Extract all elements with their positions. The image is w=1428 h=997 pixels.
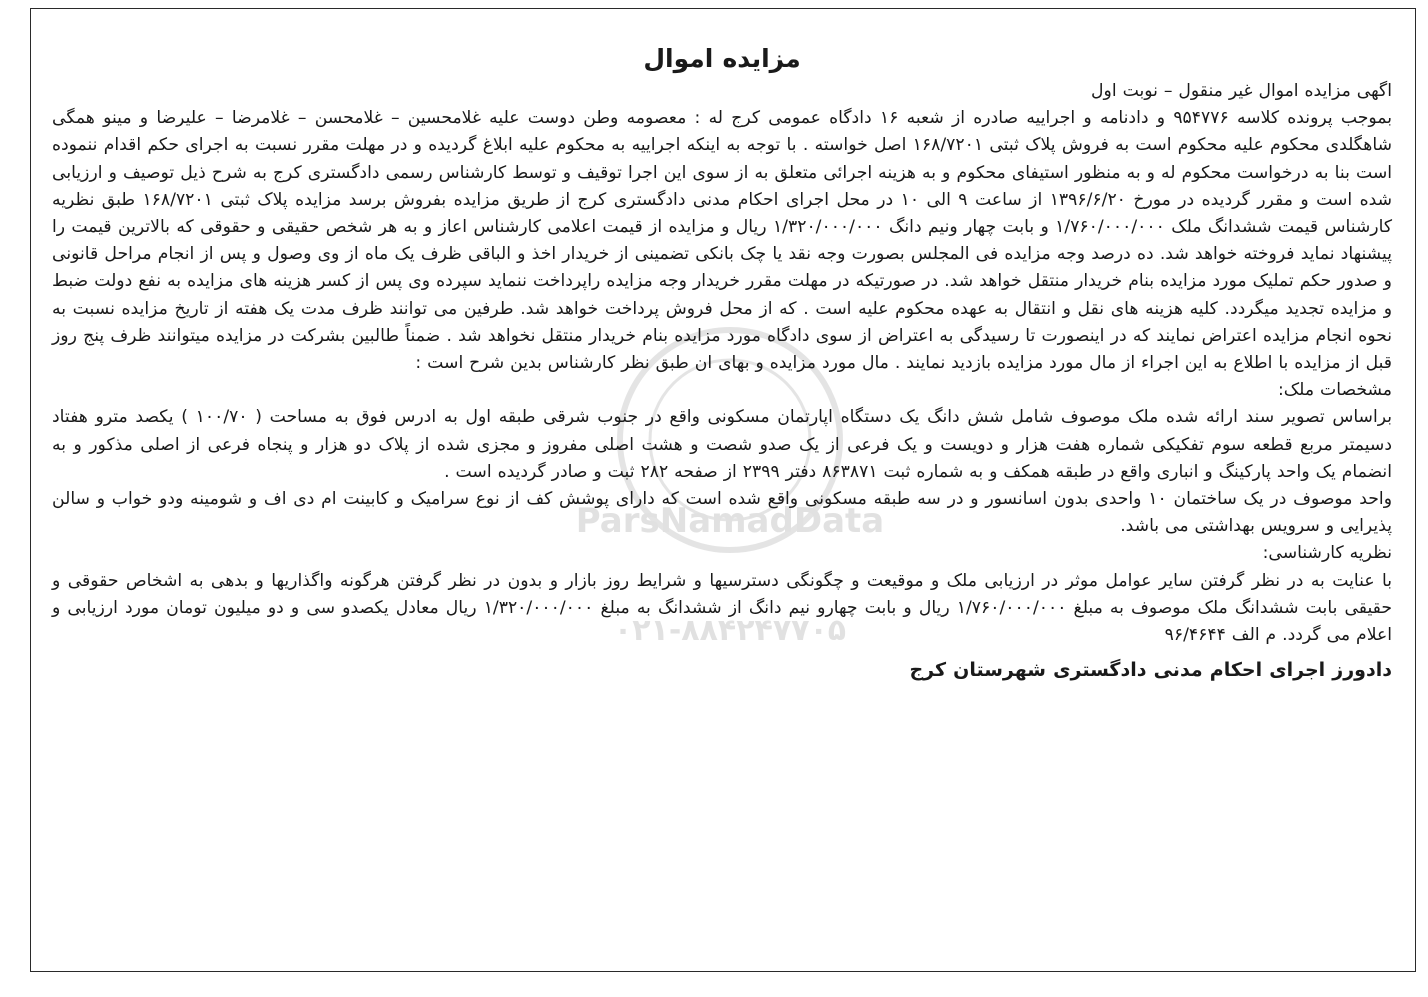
property-heading: مشخصات ملک: <box>1278 380 1392 401</box>
notice-subtitle: اگهی مزایده اموال غیر منقول – نوبت اول <box>1091 81 1392 101</box>
watermark-brand: ParsNamadData <box>575 501 885 541</box>
notice-content <box>52 42 1392 687</box>
watermark-phone: ۰۲۱-۸۸۴۲۴۷۷۰۵ <box>613 613 847 648</box>
property-description: براساس تصویر سند ارائه شده ملک موصوف شامل شش دانگ یک دستگاه اپارتمان مسکونی واقع در جنوب شرقی طبقه اول به ادرس فوق به مساحت ( ۱۰۰/۷۰ ) یکصد مترو هفتاد دسیمتر مربع قطعه سوم تفکیکی شماره هفت هزار و دویست و یک فرعی از یک صدو شصت و هشت اصلی مفروز و مجزی شده از پلاک دو هزار و پنجاه فرعی از اصلی مذکور و به انضمام یک واحد پارکینگ و انباری واقع در طبقه همکف و به شماره ثبت ۸۶۳۸۷۱ دفتر ۲۳۹۹ از صفحه ۲۸۲ ثبت و صادر گردیده است . <box>52 407 1392 482</box>
expert-opinion: با عنایت به در نظر گرفتن سایر عوامل موثر در ارزیابی ملک و موقیعت و چگونگی دسترسیها و شرایط روز بازار و بدون در نظر گرفتن هرگونه واگذاریها و بدهی به اشخاص حقوقی و حقیقی بابت ششدانگ ملک موصوف به مبلغ ۱/۷۶۰/۰۰۰/۰۰۰ ریال و بابت چهارو نیم دانگ از ششدانگ به مبلغ ۱/۳۲۰/۰۰۰/۰۰۰ ریال معادل یکصدو سی و دو میلیون تومان مورد ارزیابی و اعلام می گردد. م الف ۹۶/۴۶۴۴ <box>52 570 1392 646</box>
notice-body: بموجب پرونده کلاسه ۹۵۴۷۷۶ و دادنامه و اجراییه صادره از شعبه ۱۶ دادگاه عمومی کرج له : معصومه وطن دوست علیه غلامحسین – غلامحسن – غلامرضا – علیرضا و مینو همگی شاهگلدی محکوم علیه محکوم است به فروش پلاک ثبتی ۱۶۸/۷۲۰۱ اصل خواسته . با توجه به اینکه اجراییه به محکوم علیه ابلاغ گردیده و در مهلت مقرر نسبت به اجرای حکم اقدام ننموده است بنا به درخواست محکوم له و به منظور استیفای محکوم و به هزینه اجرائی متعلق به از سوی این اجرا توقیف و توسط کارشناس رسمی دادگستری کرج به شرح ذیل توصیف و ارزیابی شده است و مقرر گردیده در مورخ ۱۳۹۶/۶/۲۰ از ساعت ۹ الی ۱۰ در محل اجرای احکام مدنی دادگستری کرج از طریق مزایده بفروش برسد مزایده پلاک ثبتی ۱۶۸/۷۲۰۱ طبق نظریه کارشناس قیمت ششدانگ ملک ۱/۷۶۰/۰۰۰/۰۰۰ و بابت چهار ونیم دانگ ۱/۳۲۰/۰۰۰/۰۰۰ ریال و مزایده از قیمت اعلامی کارشناس اعاز و به هر شخص حقیقی و حقوقی که بالاترین قیمت را پیشنهاد نماید فروخته خواهد شد. ده درصد وجه مزایده فی المجلس بصورت وجه نقد یا چک بانکی تضمینی از خریدار اخذ و الباقی ظرف یک ماه از وی وصول و پس از انجام مراحل قانونی و صدور حکم تملیک مورد مزایده بنام خریدار منتقل خواهد شد. در صورتیکه در مهلت مقرر خریدار وجه مزایده راپرداخت ننماید سپرده وی پس از کسر هزینه های مزایده به نفع دولت ضبط و مزایده تجدید میگردد. کلیه هزینه های نقل و انتقال به عهده محکوم علیه است . که از محل فروش پرداخت خواهد شد. طرفین می توانند ظرف مدت یک هفته از تاریخ مزایده نسبت به نحوه انجام مزایده اعتراض نمایند که در اینصورت تا رسیدگی به اعتراض از سوی دادگاه مورد مزایده بنام خریدار منتقل نخواهد شد . ضمناً طالبین بشرکت در مزایده میتوانند ظرف پنج روز قبل از مزایده با اطلاع به این اجراء از مال مورد مزایده بازدید نمایند . مال مورد مزایده و بهای ان طبق نظر کارشناس بدین شرح است : <box>52 108 1393 374</box>
notice-title: مزایده اموال <box>643 44 801 73</box>
expert-heading: نظریه کارشناسی: <box>1262 543 1392 564</box>
unit-description: واحد موصوف در یک ساختمان ۱۰ واحدی بدون اسانسور و در سه طبقه مسکونی واقع شده است که دارای پوشش کف از نوع سرامیک و کابینت ام دی اف و شومینه ودو خواب و سالن پذیرایی و سرویس بهداشتی می باشد. <box>52 489 1392 537</box>
signature: دادورز اجرای احکام مدنی دادگستری شهرستان کرج <box>909 659 1392 682</box>
